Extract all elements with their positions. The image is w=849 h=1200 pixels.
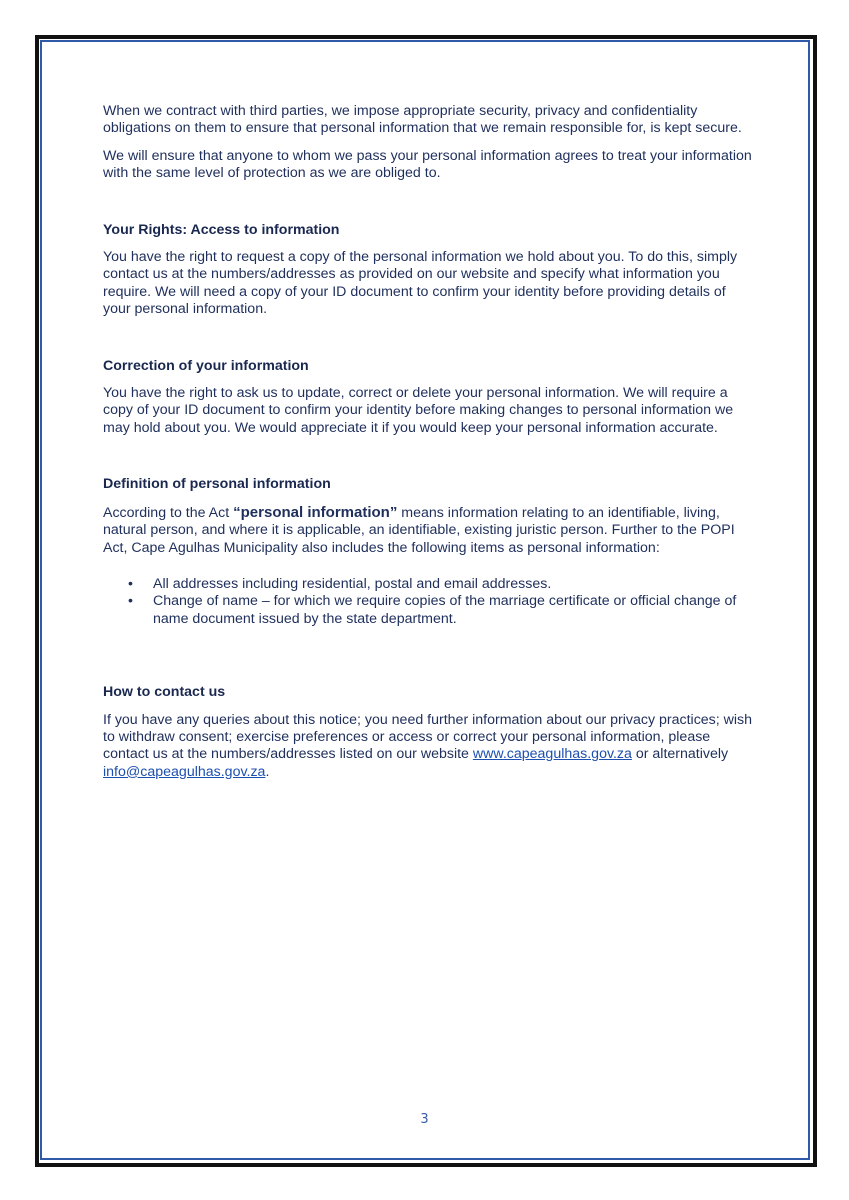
paragraph-definition — [103, 504, 753, 557]
paragraph-pass-info: We will ensure that anyone to whom we pass your personal information agrees to treat your information with the same level of protection as we are obliged to. — [103, 147, 752, 182]
email-link[interactable]: info@capeagulhas.gov.za — [103, 763, 266, 780]
list-item — [103, 593, 753, 628]
document-body — [103, 103, 753, 781]
contact-end-text: . — [265, 763, 270, 780]
list-item-text: Change of name – for which we require copies of the marriage certificate or official change of name document issued by the state department. — [153, 593, 737, 627]
contact-body-text: If you have any queries about this notice; you need further information about our privacy practices; wish to withdraw consent; exercise preferences or access or correct your personal information, please contact us at the numbers/addresses listed on our website — [103, 711, 753, 763]
definition-intro-after: means information relating to an identifiable, living, natural person, and where it is applicable, an identifiable, existing juristic person. Further to the POPI Act, Cape Agulhas Municipality also includes the following items as personal information: — [103, 504, 735, 556]
website-link[interactable]: www.capeagulhas.gov.za — [472, 746, 632, 763]
bullet-icon: • — [128, 575, 133, 592]
paragraph-rights: You have the right to request a copy of the personal information we hold about you. To do this, simply contact us at the numbers/addresses as provided on our website and specify what information you require. We will need a copy of your ID document to confirm your identity before providing details of your personal information. — [103, 249, 738, 318]
paragraph-contact — [103, 712, 753, 782]
paragraph-third-parties: When we contract with third parties, we impose appropriate security, privacy and confidentiality obligations on them to ensure that personal information that we remain responsible for, is kept secure. — [103, 103, 742, 137]
list-item — [103, 576, 753, 593]
definition-bullet-list — [103, 576, 753, 628]
definition-term: “personal information” — [233, 503, 398, 521]
definition-intro-before: According to the Act — [103, 504, 234, 521]
bullet-icon: • — [128, 593, 133, 610]
section-title-correction: Correction of your information — [103, 357, 309, 374]
paragraph-correction: You have the right to ask us to update, correct or delete your personal information. We will require a copy of your ID document to confirm your identity before making changes to personal information we may hold about you. We would appreciate it if you would keep your personal information accurate. — [103, 385, 734, 436]
section-title-rights: Your Rights: Access to information — [103, 221, 340, 238]
section-title-contact: How to contact us — [103, 684, 226, 701]
page-number: 3 — [420, 1112, 429, 1127]
list-item-text: All addresses including residential, postal and email addresses. — [153, 575, 552, 592]
section-title-definition: Definition of personal information — [103, 476, 331, 493]
contact-connector-text: or alternatively — [631, 746, 729, 763]
